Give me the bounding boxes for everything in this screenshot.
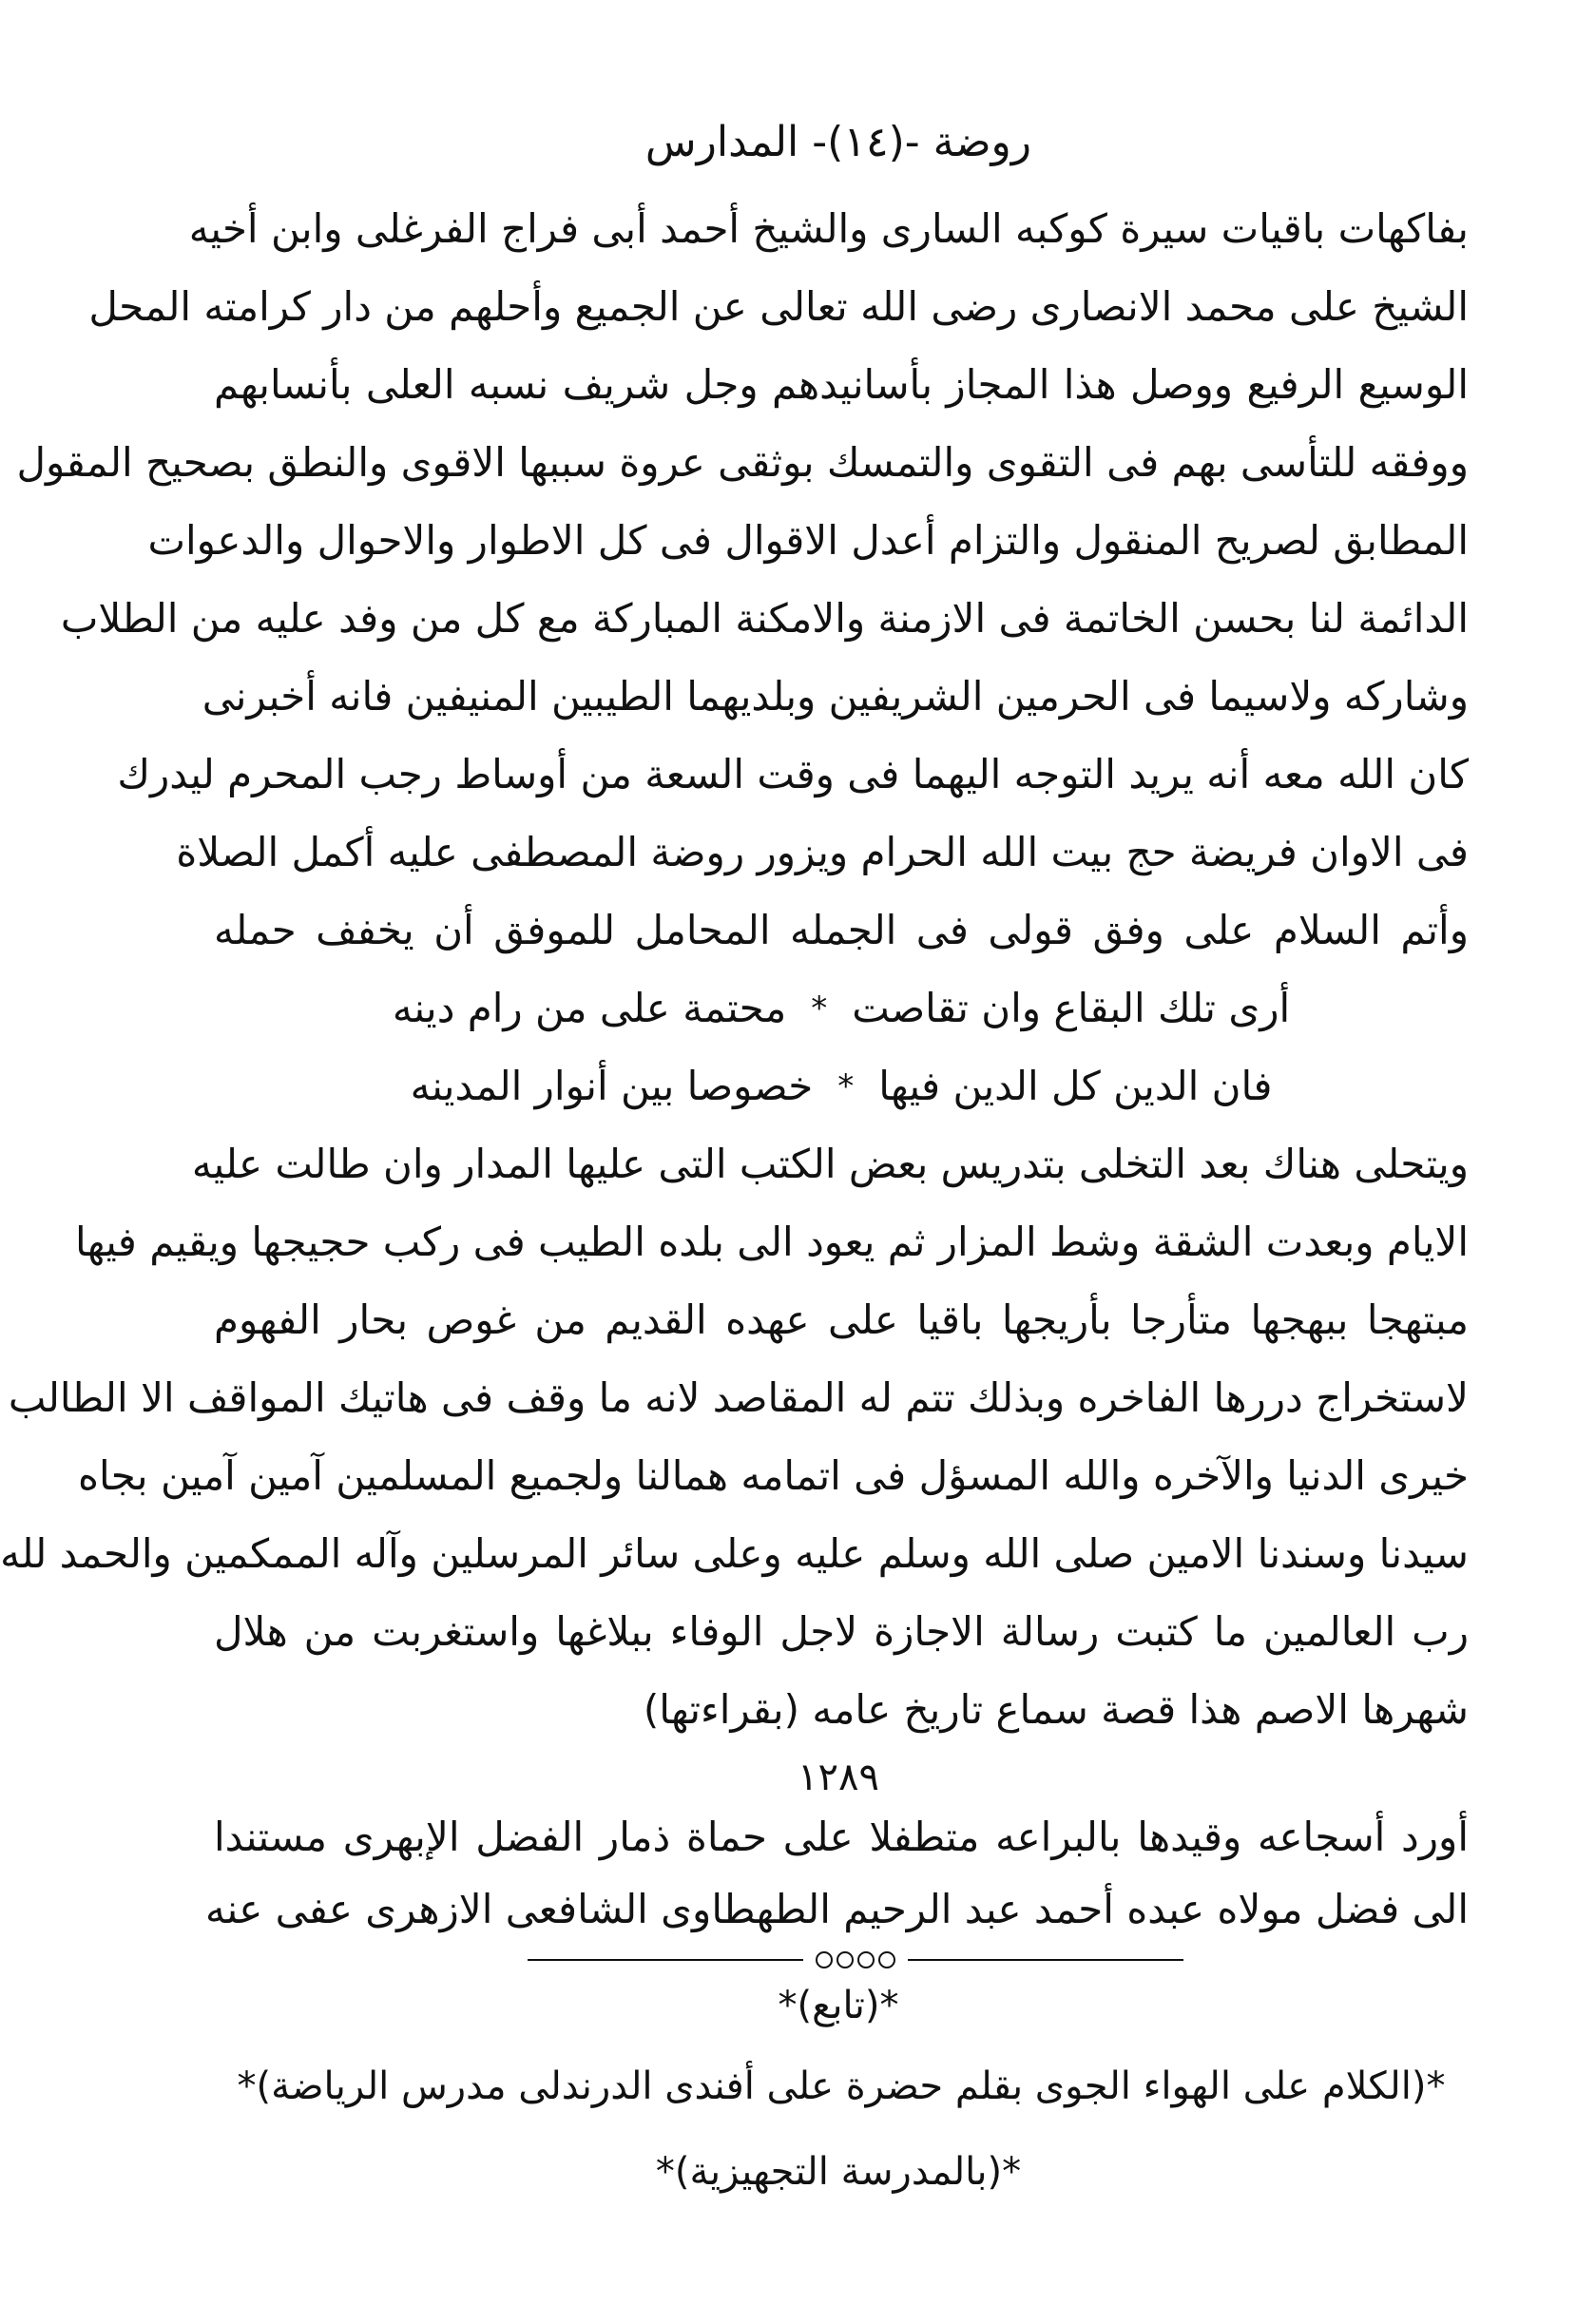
ornamental-divider	[528, 1949, 1183, 1971]
text-line: سيدنا وسندنا الامين صلى الله وسلم عليه وعلى سائر المرسلين وآله الممكمين والحمد لله	[0, 1530, 1469, 1577]
next-article-title: *(الكلام على الهواء الجوى بقلم حضرة على أفندى الدرندلى مدرس الرياضة)*	[237, 2064, 1446, 2108]
verse-first-hemistich: فان الدين كل الدين فيها	[878, 1063, 1273, 1109]
text-line: الوسيع الرفيع ووصل هذا المجاز بأسانيدهم وجل شريف نسبه العلى بأنسابهم	[214, 361, 1469, 408]
text-line: فى الاوان فريضة حج بيت الله الحرام ويزور روضة المصطفى عليه أكمل الصلاة	[176, 829, 1469, 875]
text-line: لاستخراج دررها الفاخره وبذلك تتم له المقاصد لانه ما وقف فى هاتيك المواقف الا الطالب	[8, 1374, 1469, 1421]
text-line: المطابق لصريح المنقول والتزام أعدل الاقوال فى كل الاطوار والاحوال والدعوات	[147, 517, 1469, 564]
verse-separator: *	[811, 989, 828, 1027]
text-line: ووفقه للتأسى بهم فى التقوى والتمسك بوثقى عروة سببها الاقوى والنطق بصحيح المقول	[16, 439, 1469, 486]
verse-separator: *	[837, 1067, 855, 1105]
verse-second-hemistich: خصوصا بين أنوار المدينه	[410, 1063, 814, 1109]
divider-rule-right	[908, 1959, 1183, 1961]
text-line: مبتهجا ببهجها متأرجا بأريجها باقيا على عهده القديم من غوص بحار الفهوم	[214, 1296, 1469, 1343]
text-line: بفاكهات باقيات سيرة كوكبه السارى والشيخ أحمد أبى فراج الفرغلى وابن أخيه	[188, 205, 1469, 252]
text-line: وأتم السلام على وفق قولى فى الجمله المحامل للموفق أن يخفف حمله	[214, 907, 1469, 953]
verse-second-hemistich: محتمة على من رام دينه	[392, 985, 787, 1031]
divider-rule-left	[528, 1959, 803, 1961]
main-text-body	[0, 190, 1469, 1749]
text-line: الشيخ على محمد الانصارى رضى الله تعالى عن الجميع وأحلهم من دار كرامته المحل	[88, 283, 1469, 330]
poem-verse	[214, 970, 1469, 1047]
text-line: كان الله معه أنه يريد التوجه اليهما فى وقت السعة من أوساط رجب المحرم ليدرك	[117, 751, 1469, 797]
year-label: ١٢٨٩	[798, 1756, 879, 1799]
text-line: ويتحلى هناك بعد التخلى بتدريس بعض الكتب التى عليها المدار وان طالت عليه	[191, 1141, 1469, 1187]
text-line: شهرها الاصم هذا قصة سماع تاريخ عامه (بقراءتها)	[643, 1686, 1469, 1733]
verse-first-hemistich: أرى تلك البقاع وان تقاصت	[852, 985, 1291, 1031]
poem-verse	[214, 1047, 1469, 1125]
divider-ornament	[813, 1949, 898, 1971]
text-line: أورد أسجاعه وقيدها بالبراعه متطفلا على حماة ذمار الفضل الإبهرى مستندا	[214, 1814, 1469, 1860]
signature-text	[205, 1801, 1469, 1946]
continued-label: *(تابع)*	[778, 1984, 899, 2027]
poem-verses	[214, 970, 1469, 1125]
next-article-subtitle: *(بالمدرسة التجهيزية)*	[655, 2150, 1022, 2194]
text-line: الايام وبعدت الشقة وشط المزار ثم يعود الى بلده الطيب فى ركب حجيجها ويقيم فيها	[74, 1219, 1469, 1265]
text-line: رب العالمين ما كتبت رسالة الاجازة لاجل الوفاء ببلاغها واستغربت من هلال	[214, 1608, 1469, 1655]
text-line: الى فضل مولاه عبده أحمد عبد الرحيم الطهطاوى الشافعى الازهرى عفى عنه	[205, 1886, 1469, 1932]
text-line: خيرى الدنيا والآخره والله المسؤل فى اتمامه همالنا ولجميع المسلمين آمين آمين بجاه	[77, 1452, 1469, 1499]
text-line: وشاركه ولاسيما فى الحرمين الشريفين وبلديهما الطيبين المنيفين فانه أخبرنى	[202, 673, 1469, 720]
page-header: روضة -(١٤)- المدارس	[644, 118, 1032, 166]
text-line: الدائمة لنا بحسن الخاتمة فى الازمنة والامكنة المباركة مع كل من وفد عليه من الطلاب	[60, 595, 1469, 642]
